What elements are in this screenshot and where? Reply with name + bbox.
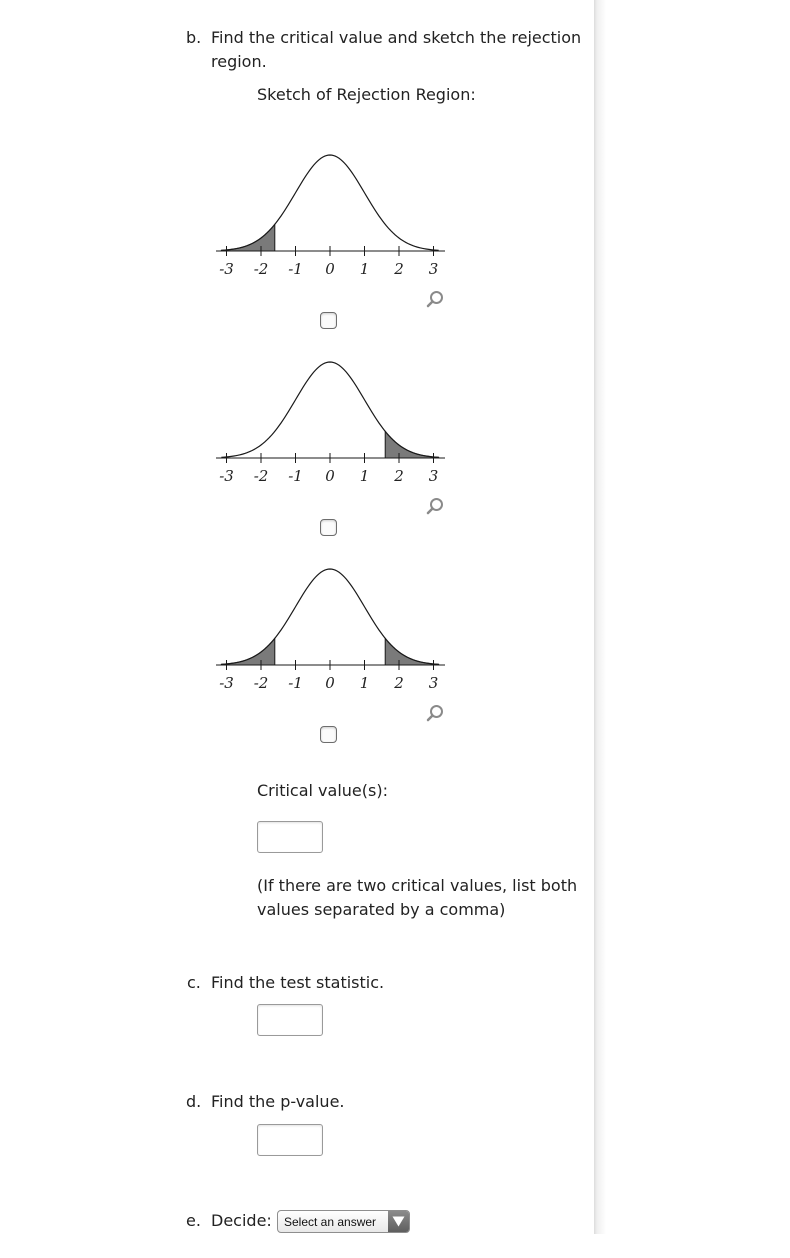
right-tail-shade: [385, 431, 438, 458]
tick-label: -3: [219, 467, 234, 485]
tick-label: 2: [394, 260, 404, 278]
part-e-prompt: Decide:: [211, 1211, 272, 1230]
option-left-tail-checkbox[interactable]: [320, 312, 337, 329]
zoom-icon[interactable]: [425, 496, 445, 516]
bell-curve: [221, 155, 438, 250]
tick-label: 0: [325, 467, 335, 485]
left-tail-shade: [221, 638, 274, 665]
tick-label: -3: [219, 674, 234, 692]
dropdown-arrow-icon: [388, 1211, 409, 1232]
left-tail-shade: [221, 224, 274, 251]
part-d-prompt: Find the p-value.: [211, 1092, 345, 1111]
zoom-icon[interactable]: [425, 703, 445, 723]
tick-label: 0: [325, 260, 335, 278]
tick-label: -2: [253, 260, 269, 278]
option-right-tail-checkbox[interactable]: [320, 519, 337, 536]
tick-label: 1: [359, 260, 370, 278]
tick-label: -1: [288, 467, 303, 485]
decision-select-value: Select an answer: [284, 1215, 377, 1229]
critical-value-label: Critical value(s):: [257, 781, 388, 800]
right-tail-shade: [385, 638, 438, 665]
part-b-prompt: Find the critical value and sketch the rejection region.: [211, 28, 582, 71]
p-value-input[interactable]: [257, 1124, 323, 1156]
sketch-heading: Sketch of Rejection Region:: [257, 85, 476, 104]
tick-label: 2: [394, 674, 404, 692]
tick-label: 1: [359, 467, 370, 485]
normal-curve-two-tail: [210, 559, 450, 694]
tick-label: -3: [219, 260, 234, 278]
part-e-marker: e.: [186, 1211, 201, 1230]
critical-value-input[interactable]: [257, 821, 323, 853]
part-c-prompt: Find the test statistic.: [211, 973, 385, 992]
tick-label: 3: [428, 467, 439, 485]
tick-label: -2: [253, 674, 269, 692]
right-panel-divider: [594, 0, 790, 1234]
tick-label: 0: [325, 674, 335, 692]
part-b-marker: b.: [186, 28, 202, 47]
bell-curve: [221, 362, 438, 457]
zoom-icon[interactable]: [425, 289, 445, 309]
normal-curve-right-tail: [210, 352, 450, 487]
tick-label: 1: [359, 674, 370, 692]
decision-select[interactable]: [277, 1210, 410, 1233]
tick-label: 2: [394, 467, 404, 485]
part-c-marker: c.: [187, 973, 201, 992]
tick-label: 3: [428, 674, 439, 692]
critical-value-note: (If there are two critical values, list both values separated by a comma): [257, 876, 578, 919]
tick-label: 3: [428, 260, 439, 278]
part-d-marker: d.: [186, 1092, 202, 1111]
bell-curve: [221, 569, 438, 664]
normal-curve-left-tail: [210, 145, 450, 280]
tick-label: -1: [288, 260, 303, 278]
tick-label: -1: [288, 674, 303, 692]
tick-label: -2: [253, 467, 269, 485]
option-two-tail-checkbox[interactable]: [320, 726, 337, 743]
test-statistic-input[interactable]: [257, 1004, 323, 1036]
